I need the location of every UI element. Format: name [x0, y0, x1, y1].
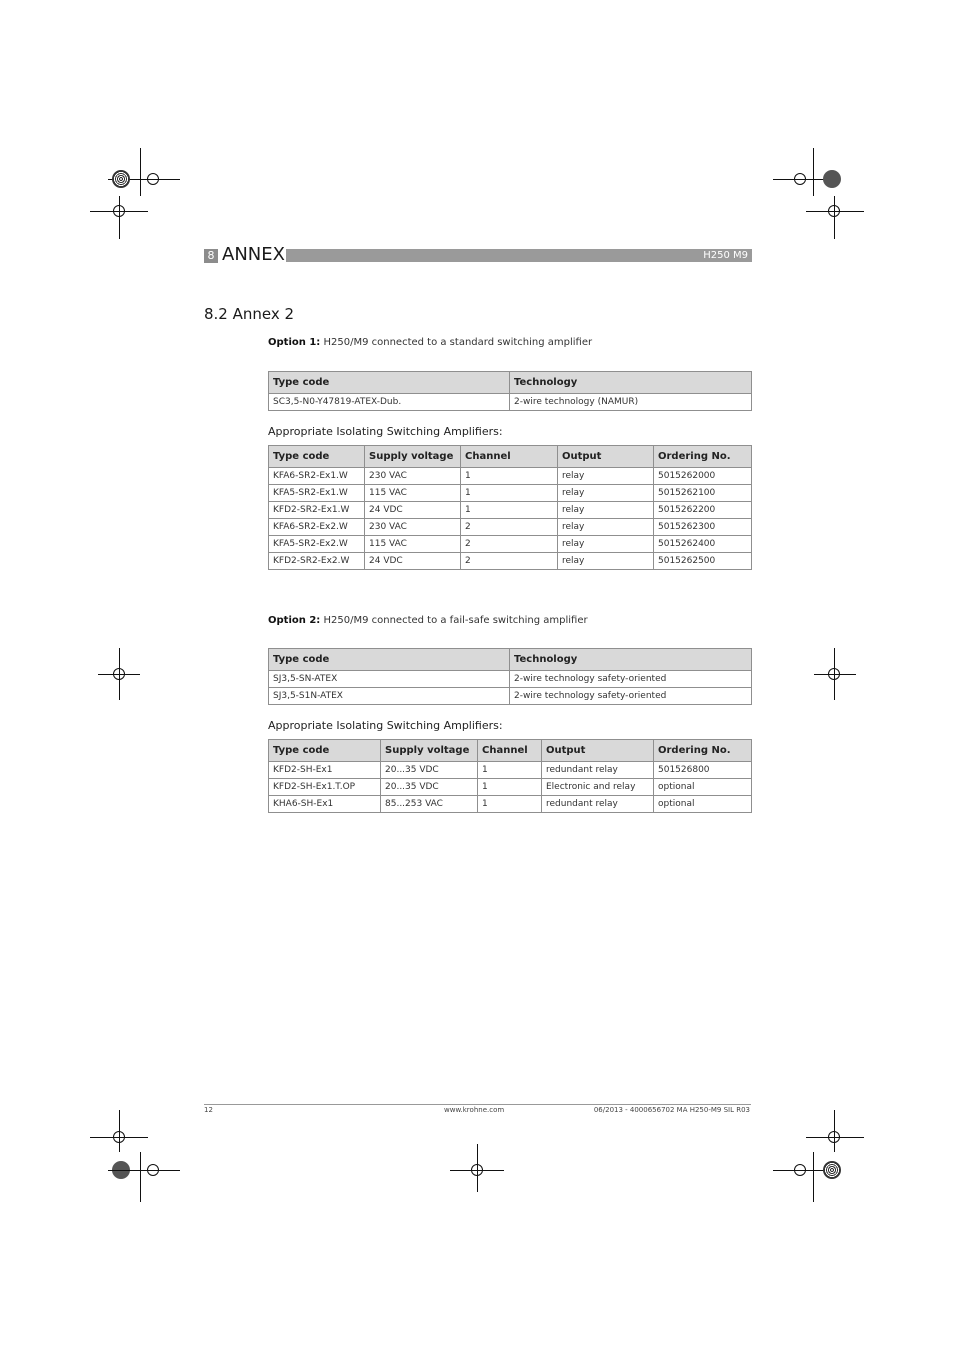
table-cell: relay	[558, 502, 654, 519]
table-row	[269, 468, 752, 485]
table-cell: relay	[558, 519, 654, 536]
column-header: Type code	[269, 740, 381, 762]
table-cell: 2	[461, 519, 558, 536]
table-row	[269, 671, 752, 688]
table-cell: KFD2-SH-Ex1	[269, 762, 381, 779]
table-cell: KFA5-SR2-Ex1.W	[269, 485, 365, 502]
table-row	[269, 394, 752, 411]
table-cell: 2-wire technology safety-oriented	[510, 688, 752, 705]
column-header: Type code	[269, 446, 365, 468]
crop-mark	[108, 1170, 180, 1171]
table-cell: 2	[461, 553, 558, 570]
table-cell: 5015262300	[654, 519, 752, 536]
table-cell: 1	[461, 485, 558, 502]
footer-rule	[204, 1104, 751, 1105]
table-row	[269, 519, 752, 536]
table-cell: 5015262100	[654, 485, 752, 502]
table-cell: KFA6-SR2-Ex1.W	[269, 468, 365, 485]
column-header: Ordering No.	[654, 740, 752, 762]
table-row	[269, 688, 752, 705]
section-heading: 8.2 Annex 2	[204, 305, 295, 323]
option-1-type-table	[268, 371, 752, 411]
option-1-text: H250/M9 connected to a standard switching amplifier	[320, 337, 593, 348]
color-bar-dot-icon	[823, 170, 841, 188]
column-header: Type code	[269, 372, 510, 394]
option-1-amplifiers-heading: Appropriate Isolating Switching Amplifiers:	[268, 425, 503, 438]
table-cell: KFD2-SR2-Ex2.W	[269, 553, 365, 570]
table-cell: SJ3,5-S1N-ATEX	[269, 688, 510, 705]
table-cell: KFA6-SR2-Ex2.W	[269, 519, 365, 536]
registration-target-icon	[828, 1131, 840, 1143]
registration-target-icon	[113, 668, 125, 680]
table-cell: 501526800	[654, 762, 752, 779]
column-header: Type code	[269, 649, 510, 671]
header-product-name: H250 M9	[703, 250, 748, 261]
registration-target-icon	[794, 1164, 806, 1176]
table-cell: KFD2-SR2-Ex1.W	[269, 502, 365, 519]
table-cell: 20...35 VDC	[381, 762, 478, 779]
table-row	[269, 779, 752, 796]
table-cell: 115 VAC	[365, 485, 461, 502]
table-cell: SJ3,5-SN-ATEX	[269, 671, 510, 688]
table-row	[269, 796, 752, 813]
table-cell: 1	[478, 779, 542, 796]
table-row	[269, 762, 752, 779]
option-2-type-table	[268, 648, 752, 705]
table-header-row	[269, 372, 752, 394]
table-cell: 24 VDC	[365, 502, 461, 519]
table-cell: 2-wire technology safety-oriented	[510, 671, 752, 688]
column-header: Channel	[461, 446, 558, 468]
column-header: Output	[558, 446, 654, 468]
registration-target-icon	[113, 1131, 125, 1143]
option-1-line	[268, 336, 592, 349]
header-bar	[286, 249, 752, 262]
column-header: Output	[542, 740, 654, 762]
table-row	[269, 502, 752, 519]
registration-target-icon	[828, 668, 840, 680]
chapter-title: ANNEX	[222, 244, 285, 265]
table-cell: 85...253 VAC	[381, 796, 478, 813]
column-header: Ordering No.	[654, 446, 752, 468]
crop-mark	[119, 196, 120, 239]
crop-mark	[834, 196, 835, 239]
table-cell: 2	[461, 536, 558, 553]
option-2-label: Option 2:	[268, 615, 321, 626]
table-row	[269, 553, 752, 570]
table-cell: 1	[478, 796, 542, 813]
column-header: Technology	[510, 649, 752, 671]
column-header: Supply voltage	[365, 446, 461, 468]
table-cell: 5015262000	[654, 468, 752, 485]
registration-target-icon	[147, 1164, 159, 1176]
table-cell: SC3,5-N0-Y47819-ATEX-Dub.	[269, 394, 510, 411]
registration-target-icon	[471, 1164, 483, 1176]
color-bar-dot-icon	[823, 1161, 841, 1179]
chapter-number: 8	[204, 249, 218, 263]
column-header: Technology	[510, 372, 752, 394]
table-cell: Electronic and relay	[542, 779, 654, 796]
table-header-row	[269, 446, 752, 468]
table-cell: 2-wire technology (NAMUR)	[510, 394, 752, 411]
table-cell: redundant relay	[542, 762, 654, 779]
crop-mark	[813, 1152, 814, 1202]
option-1-amplifiers-table	[268, 445, 752, 570]
table-cell: 5015262200	[654, 502, 752, 519]
registration-target-icon	[113, 205, 125, 217]
table-row	[269, 536, 752, 553]
table-cell: KHA6-SH-Ex1	[269, 796, 381, 813]
table-cell: 1	[478, 762, 542, 779]
table-cell: 5015262400	[654, 536, 752, 553]
option-2-line	[268, 614, 588, 627]
table-cell: KFA5-SR2-Ex2.W	[269, 536, 365, 553]
color-bar-dot-icon	[112, 170, 130, 188]
table-cell: 115 VAC	[365, 536, 461, 553]
crop-mark	[813, 148, 814, 196]
table-cell: 230 VAC	[365, 519, 461, 536]
table-cell: redundant relay	[542, 796, 654, 813]
table-cell: 5015262500	[654, 553, 752, 570]
crop-mark	[140, 1152, 141, 1202]
table-row	[269, 485, 752, 502]
crop-mark	[140, 148, 141, 196]
option-2-text: H250/M9 connected to a fail-safe switching amplifier	[320, 615, 588, 626]
table-cell: relay	[558, 536, 654, 553]
footer-page-number: 12	[204, 1106, 213, 1114]
table-cell: 1	[461, 502, 558, 519]
option-2-amplifiers-table	[268, 739, 752, 813]
table-cell: relay	[558, 468, 654, 485]
footer-document-id: 06/2013 - 4000656702 MA H250-M9 SIL R03	[593, 1106, 750, 1114]
option-2-amplifiers-heading: Appropriate Isolating Switching Amplifiers:	[268, 719, 503, 732]
footer-url[interactable]: www.krohne.com	[444, 1106, 505, 1114]
table-cell: KFD2-SH-Ex1.T.OP	[269, 779, 381, 796]
column-header: Channel	[478, 740, 542, 762]
column-header: Supply voltage	[381, 740, 478, 762]
option-1-label: Option 1:	[268, 337, 321, 348]
table-cell: relay	[558, 553, 654, 570]
registration-target-icon	[794, 173, 806, 185]
table-cell: 1	[461, 468, 558, 485]
table-cell: 20...35 VDC	[381, 779, 478, 796]
registration-target-icon	[147, 173, 159, 185]
table-cell: 24 VDC	[365, 553, 461, 570]
table-cell: 230 VAC	[365, 468, 461, 485]
table-header-row	[269, 740, 752, 762]
table-cell: optional	[654, 779, 752, 796]
registration-target-icon	[828, 205, 840, 217]
table-header-row	[269, 649, 752, 671]
table-cell: optional	[654, 796, 752, 813]
table-cell: relay	[558, 485, 654, 502]
